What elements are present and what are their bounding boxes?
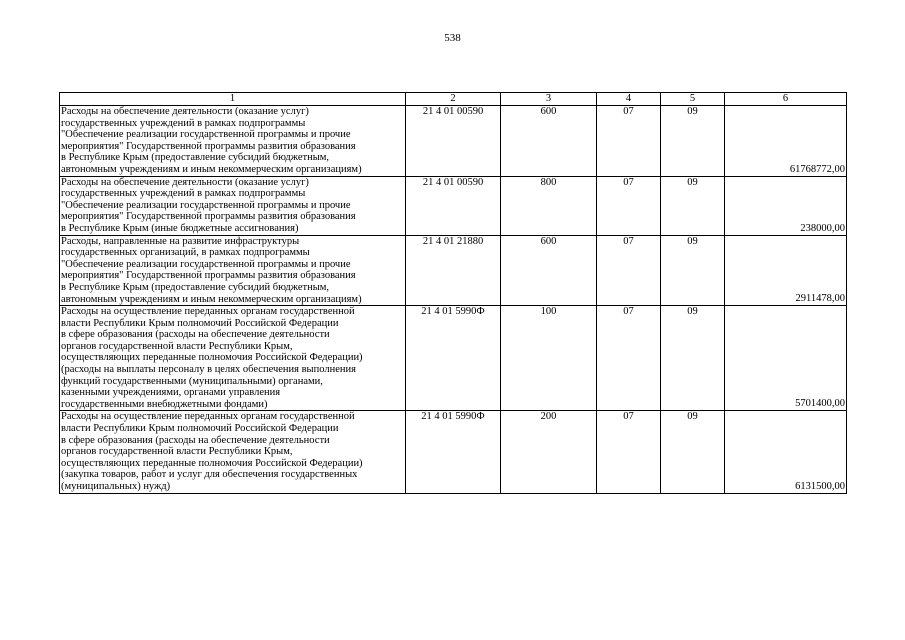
subsection-code: 09: [661, 411, 725, 493]
description-line: органов государственной власти Республики Крым,: [61, 340, 293, 352]
description-line: в Республике Крым (предоставление субсидий бюджетным,: [61, 152, 330, 164]
description-line: государственных учреждений в рамках подпрограммы: [61, 188, 306, 200]
row-description: [60, 106, 406, 177]
description-line: власти Республики Крым полномочий Российской Федерации: [61, 423, 339, 435]
amount-value: 61768772,00: [725, 106, 847, 177]
amount-value: 5701400,00: [725, 306, 847, 411]
description-line: "Обеспечение реализации государственной программы и прочие: [61, 129, 351, 141]
expense-type-code: 600: [501, 106, 597, 177]
table-row: [60, 106, 847, 177]
description-line: мероприятия" Государственной программы развития образования: [61, 270, 356, 282]
expense-type-code: 100: [501, 306, 597, 411]
section-code: 07: [597, 235, 661, 306]
page-number: 538: [444, 32, 461, 44]
header-row: [60, 93, 847, 106]
amount-value: 2911478,00: [725, 235, 847, 306]
target-article-code: 21 4 01 5990Ф: [406, 306, 501, 411]
amount-value: 6131500,00: [725, 411, 847, 493]
column-header: 3: [501, 93, 597, 106]
description-line: осуществляющих переданные полномочия Российской Федерации): [61, 457, 363, 469]
description-line: в сфере образования (расходы на обеспечение деятельности: [61, 434, 330, 446]
description-line: (расходы на выплаты персоналу в целях обеспечения выполнения: [61, 364, 356, 376]
column-header: 4: [597, 93, 661, 106]
column-header: 2: [406, 93, 501, 106]
table-row: [60, 411, 847, 493]
target-article-code: 21 4 01 00590: [406, 106, 501, 177]
description-line: власти Республики Крым полномочий Российской Федерации: [61, 317, 339, 329]
table-body: [60, 93, 847, 494]
description-line: (муниципальных) нужд): [61, 481, 171, 492]
description-line: осуществляющих переданные полномочия Российской Федерации): [61, 352, 363, 364]
subsection-code: 09: [661, 306, 725, 411]
row-description: [60, 411, 406, 493]
expense-type-code: 600: [501, 235, 597, 306]
target-article-code: 21 4 01 5990Ф: [406, 411, 501, 493]
section-code: 07: [597, 106, 661, 177]
row-description: [60, 306, 406, 411]
row-description: [60, 235, 406, 306]
subsection-code: 09: [661, 176, 725, 235]
table-row: [60, 235, 847, 306]
description-line: в Республике Крым (иные бюджетные ассигнования): [61, 222, 299, 234]
description-line: Расходы на обеспечение деятельности (оказание услуг): [61, 176, 309, 188]
description-line: функций государственными (муниципальными) органами,: [61, 375, 323, 387]
description-line: Расходы на обеспечение деятельности (оказание услуг): [61, 106, 309, 117]
description-line: в сфере образования (расходы на обеспечение деятельности: [61, 329, 330, 341]
description-line: (закупка товаров, работ и услуг для обеспечения государственных: [61, 469, 358, 481]
description-line: государственными внебюджетными фондами): [61, 398, 268, 410]
subsection-code: 09: [661, 235, 725, 306]
column-header: 1: [60, 93, 406, 106]
description-line: Расходы на осуществление переданных органам государственной: [61, 306, 355, 318]
table-row: [60, 176, 847, 235]
description-line: Расходы на осуществление переданных органам государственной: [61, 411, 355, 423]
description-line: в Республике Крым (предоставление субсидий бюджетным,: [61, 281, 330, 293]
description-line: государственных учреждений в рамках подпрограммы: [61, 117, 306, 129]
description-line: "Обеспечение реализации государственной программы и прочие: [61, 258, 351, 270]
target-article-code: 21 4 01 21880: [406, 235, 501, 306]
description-line: мероприятия" Государственной программы развития образования: [61, 211, 356, 223]
description-line: государственных организаций, в рамках подпрограммы: [61, 247, 310, 259]
description-line: "Обеспечение реализации государственной программы и прочие: [61, 199, 351, 211]
description-line: Расходы, направленные на развитие инфраструктуры: [61, 235, 300, 247]
amount-value: 238000,00: [725, 176, 847, 235]
row-description: [60, 176, 406, 235]
section-code: 07: [597, 306, 661, 411]
subsection-code: 09: [661, 106, 725, 177]
section-code: 07: [597, 176, 661, 235]
description-line: органов государственной власти Республики Крым,: [61, 446, 293, 458]
description-line: автономным учреждениям и иным некоммерческим организациям): [61, 163, 362, 175]
expense-type-code: 800: [501, 176, 597, 235]
section-code: 07: [597, 411, 661, 493]
description-line: автономным учреждениям и иным некоммерческим организациям): [61, 293, 362, 305]
description-line: казенными учреждениями, органами управления: [61, 387, 281, 399]
description-line: мероприятия" Государственной программы развития образования: [61, 140, 356, 152]
column-header: 6: [725, 93, 847, 106]
expense-type-code: 200: [501, 411, 597, 493]
target-article-code: 21 4 01 00590: [406, 176, 501, 235]
table-row: [60, 306, 847, 411]
budget-table: [59, 92, 847, 494]
column-header: 5: [661, 93, 725, 106]
